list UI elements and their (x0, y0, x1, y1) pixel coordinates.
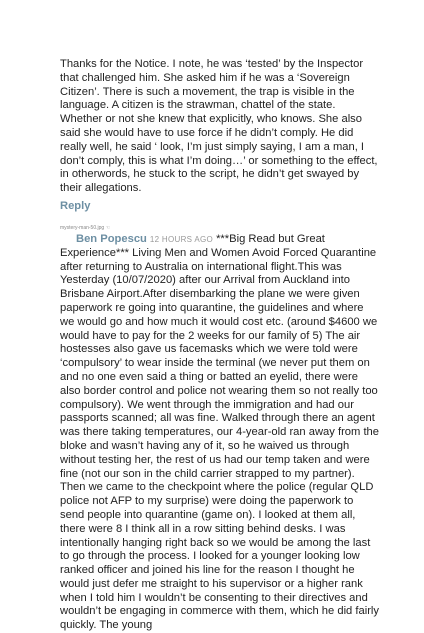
comment-body (60, 233, 380, 633)
comment-text: Thanks for the Notice. I note, he was ‘tested’ by the Inspector that challenged him. She asked him if he was a ‘Sovereign Citizen’. There is such a movement, the trap is visible in the language. A citizen is the strawman, chattel of the state. Whether or not she knew that explicitly, who knows. She also said she would have to use force if he didn’t comply. He did really well, he said ‘ look, I’m just simply saying, I am a man, I don’t comply, this is what I’m doing…’ or something to the effect, in otherwords, he stuck to the script, he didn’t get swayed by their allegations. (60, 58, 378, 195)
comment-lead: ***Big Read but Great Experience*** (60, 232, 325, 259)
author-name[interactable]: Ben Popescu (76, 232, 147, 245)
comment-thread (60, 58, 380, 633)
comment-text: Living Men and Women Avoid Forced Quarantine after returning to Australia on international flight.This was Yesterday (10/07/2020) after our Arrival from Auckland into Brisbane Airport.After disembarking the plane we were given paperwork re going into quarantine, the guidelines and where we would go and how much it would cost etc. (around $4600 we would have to pay for the 2 weeks for our family of 5) The air hostesses also gave us facemasks which we were told were ‘compulsory’ to wear inside the terminal (we never put them on and no one even said a thing or batted an eyelid, there were also border control and police not wearing them so not really too compulsory). We went through the immigration and had our passports scanned; all was fine. Walked through there an agent was there taking temperatures, our 4-year-old ran away from the bloke and wasn’t having any of it, so he waived us through without testing her, the rest of us had our temp taken and were fine (not our son in the child carrier strapped to my partner). Then we came to the checkpoint where the police (regular QLD police not AFP to my surprise) were doing the paperwork to send people into quarantine (game on). I looked at them all, there were 8 I think all in a row sitting behind desks. I was intentionally hanging right back so we would be among the last to go through the process. I looked for a younger looking low ranked officer and joined his line for the reason I thought he would just defer me straight to his supervisor or a higher rank when I told him I wouldn’t be consenting to their directives and wouldn’t be engaging in commerce with them, which he did fairly quickly. The young (60, 246, 380, 632)
avatar-broken-image: mystery-man-50.jpg ☜ (60, 224, 111, 231)
comment (60, 225, 380, 633)
reply-link[interactable]: Reply (60, 199, 91, 212)
divider (60, 220, 380, 221)
comment-timestamp[interactable]: 12 HOURS AGO (149, 234, 214, 244)
comment (60, 58, 380, 214)
